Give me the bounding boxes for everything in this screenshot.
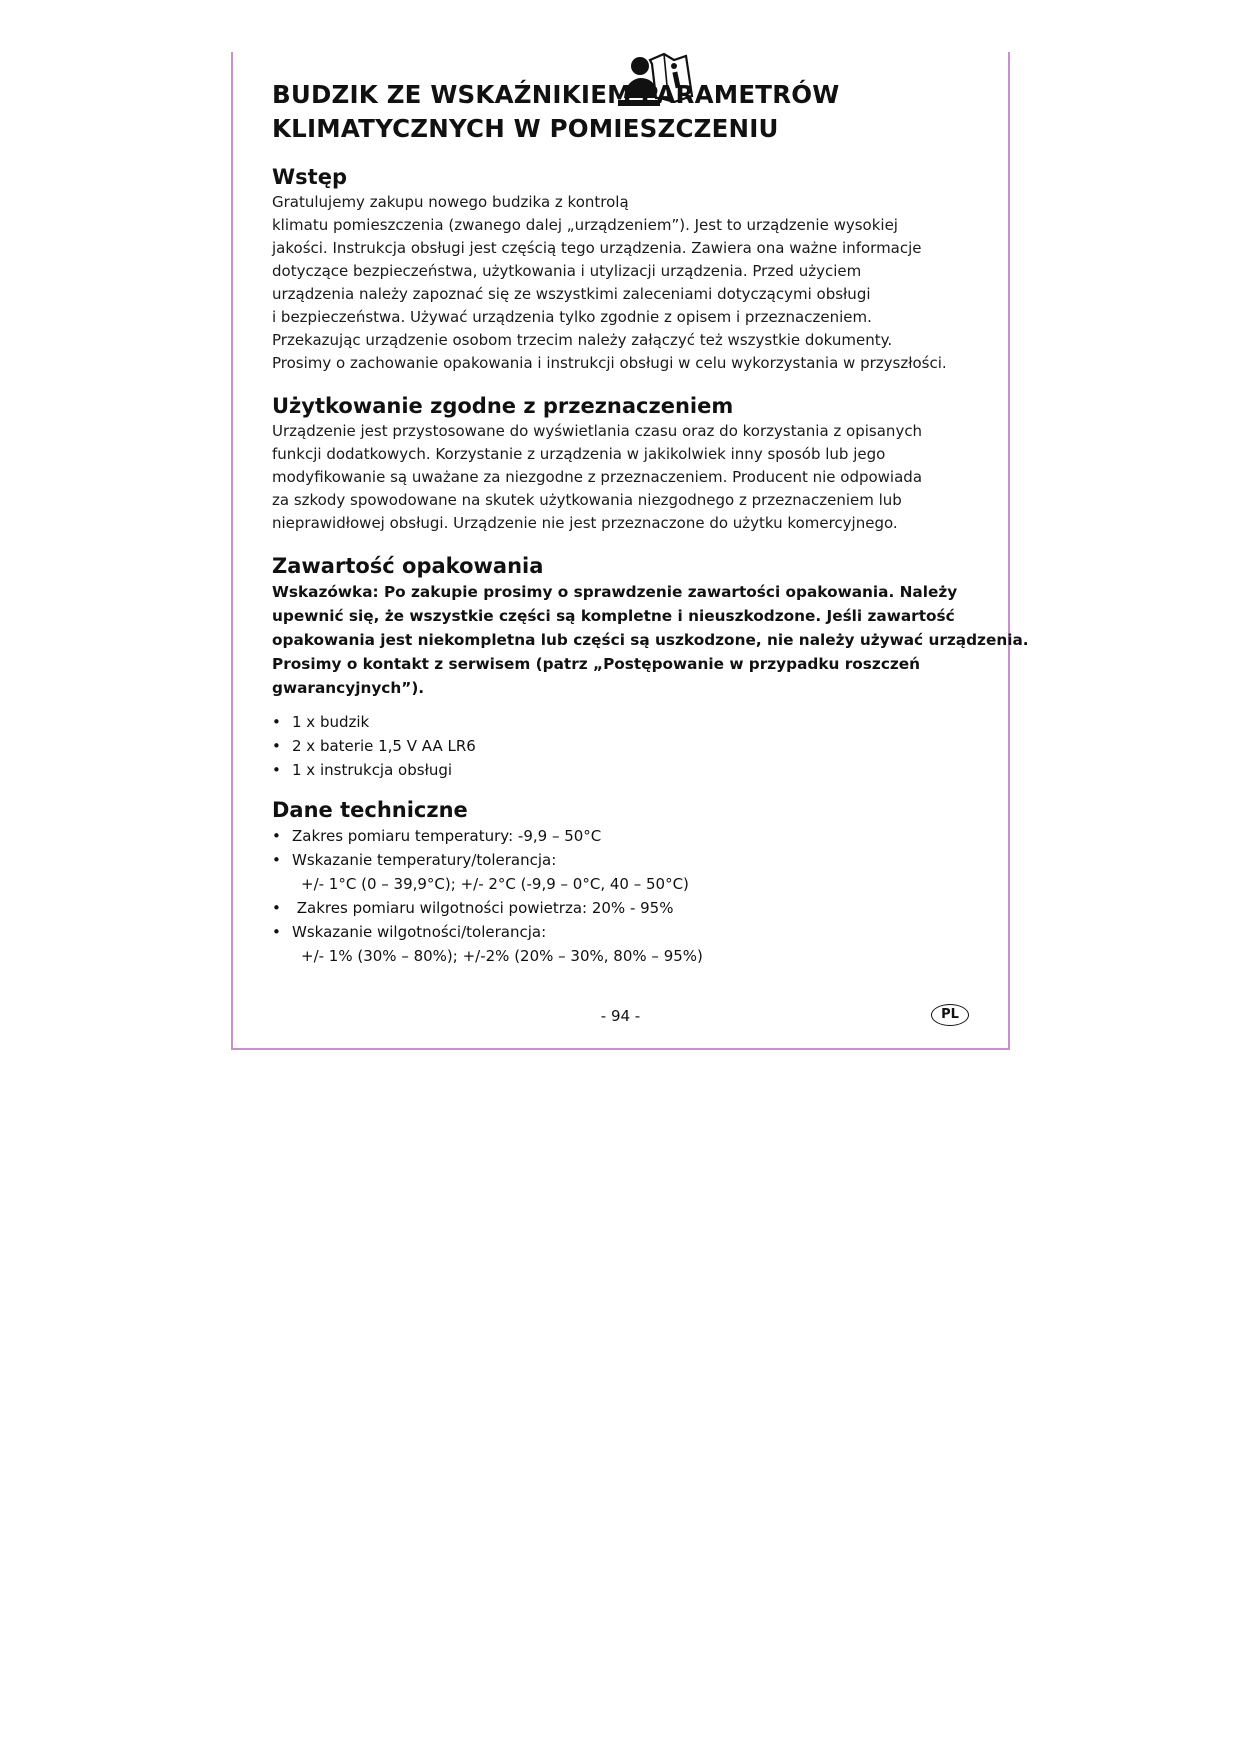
intended-use-line: Urządzenie jest przystosowane do wyświetlania czasu oraz do korzystania z opisanych	[272, 422, 923, 440]
spec-text: Zakres pomiaru temperatury: -9,9 – 50°C	[292, 827, 602, 845]
contents-list	[272, 710, 972, 782]
spec-item	[272, 824, 972, 848]
intro-line: klimatu pomieszczenia (zwanego dalej „urządzeniem”). Jest to urządzenie wysokiej	[272, 216, 898, 234]
spec-item	[272, 920, 972, 968]
intro-line: urządzenia należy zapoznać się ze wszystkimi zaleceniami dotyczącymi obsługi	[272, 285, 871, 303]
bullet-icon: •	[272, 713, 281, 731]
spec-text: Wskazanie wilgotności/tolerancja:	[292, 923, 547, 941]
page-number: - 94 -	[600, 1007, 641, 1025]
spec-text: Wskazanie temperatury/tolerancja:	[292, 851, 557, 869]
note-line	[272, 580, 972, 604]
note-line: opakowania jest niekompletna lub części są uszkodzone, nie należy używać urządzenia.	[272, 631, 1029, 649]
list-item	[272, 758, 972, 782]
list-item-text: 1 x instrukcja obsługi	[292, 761, 453, 779]
bullet-icon: •	[272, 899, 281, 917]
title-line: KLIMATYCZNYCH W POMIESZCZENIU	[272, 114, 779, 143]
intro-section	[272, 163, 972, 375]
spec-continuation: +/- 1°C (0 – 39,9°C); +/- 2°C (-9,9 – 0°C, 40 – 50°C)	[301, 875, 689, 893]
spec-text: Zakres pomiaru wilgotności powietrza: 20% - 95%	[292, 899, 674, 917]
intro-line: i bezpieczeństwa. Używać urządzenia tylko zgodnie z opisem i przeznaczeniem.	[272, 308, 872, 326]
title-line: BUDZIK ZE WSKAŹNIKIEM PARAMETRÓW	[272, 80, 840, 109]
spec-continuation: +/- 1% (30% – 80%); +/-2% (20% – 30%, 80% – 95%)	[301, 947, 703, 965]
technical-data-heading: Dane techniczne	[272, 798, 468, 822]
intended-use-line: modyfikowanie są uważane za niezgodne z przeznaczeniem. Producent nie odpowiada	[272, 468, 923, 486]
bullet-icon: •	[272, 851, 281, 869]
intro-line: Gratulujemy zakupu nowego budzika z kontrolą	[272, 193, 629, 211]
package-contents-section	[272, 552, 1029, 782]
package-contents-heading: Zawartość opakowania	[272, 554, 544, 578]
bullet-icon: •	[272, 827, 281, 845]
note-line: upewnić się, że wszystkie części są kompletne i nieuszkodzone. Jeśli zawartość	[272, 607, 955, 625]
intro-heading: Wstęp	[272, 165, 347, 189]
note-text: Po zakupie prosimy o sprawdzenie zawartości opakowania. Należy	[383, 583, 958, 601]
intended-use-heading: Użytkowanie zgodne z przeznaczeniem	[272, 394, 734, 418]
note-line: Prosimy o kontakt z serwisem (patrz „Postępowanie w przypadku roszczeń	[272, 655, 921, 673]
document-body	[272, 78, 1029, 968]
bullet-icon: •	[272, 923, 281, 941]
note-line: gwarancyjnych”).	[272, 679, 425, 697]
intro-line: dotyczące bezpieczeństwa, użytkowania i utylizacji urządzenia. Przed użyciem	[272, 262, 862, 280]
intro-line: Przekazując urządzenie osobom trzecim należy załączyć też wszystkie dokumenty.	[272, 331, 893, 349]
spec-item	[272, 848, 972, 896]
list-item	[272, 734, 972, 758]
note-label: Wskazówka:	[272, 583, 379, 601]
list-item-text: 2 x baterie 1,5 V AA LR6	[292, 737, 476, 755]
document-title	[272, 78, 972, 146]
spec-item	[272, 896, 972, 920]
intro-line: Prosimy o zachowanie opakowania i instrukcji obsługi w celu wykorzystania w przyszłości.	[272, 354, 947, 372]
specs-list	[272, 824, 972, 968]
list-item-text: 1 x budzik	[292, 713, 370, 731]
intro-line: jakości. Instrukcja obsługi jest częścią tego urządzenia. Zawiera ona ważne informacje	[272, 239, 922, 257]
language-badge: PL	[931, 1004, 969, 1026]
intended-use-line: funkcji dodatkowych. Korzystanie z urządzenia w jakikolwiek inny sposób lub jego	[272, 445, 886, 463]
technical-data-section	[272, 796, 972, 968]
intended-use-line: za szkody spowodowane na skutek użytkowania niezgodnego z przeznaczeniem lub	[272, 491, 902, 509]
list-item	[272, 710, 972, 734]
intended-use-line: nieprawidłowej obsługi. Urządzenie nie jest przeznaczone do użytku komercyjnego.	[272, 514, 898, 532]
bullet-icon: •	[272, 737, 281, 755]
intended-use-section	[272, 392, 972, 535]
bullet-icon: •	[272, 761, 281, 779]
